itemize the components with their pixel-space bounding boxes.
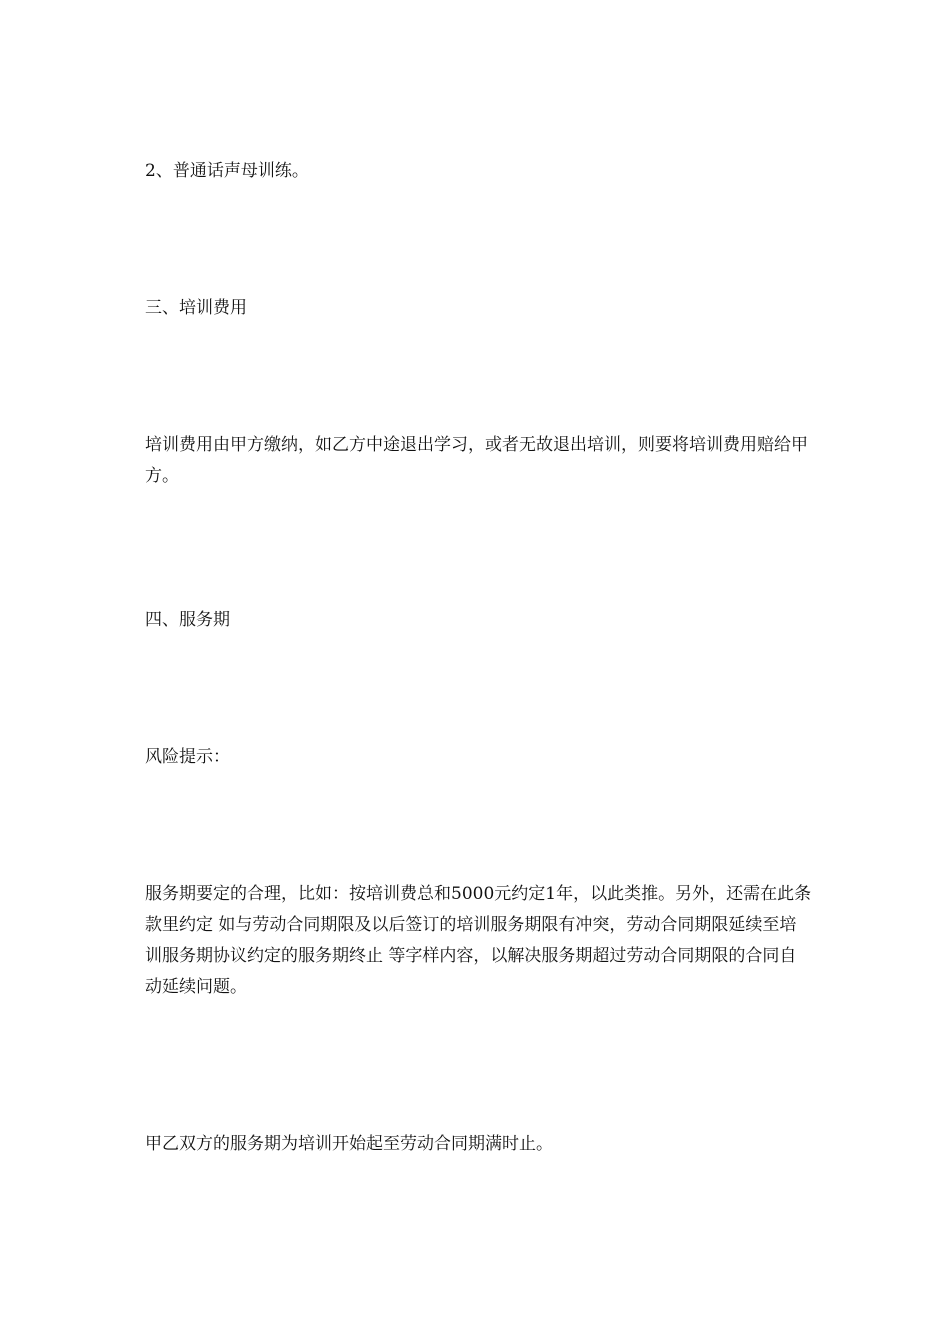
section-heading-service-period: 四、服务期 — [145, 610, 230, 630]
paragraph-training-fees: 培训费用由甲方缴纳，如乙方中途退出学习，或者无故退出培训，则要将培训费用赔给甲方。 — [145, 435, 808, 486]
paragraph-service-period: 甲乙双方的服务期为培训开始起至劳动合同期满时止。 — [145, 1134, 553, 1154]
paragraph-risk-notice: 服务期要定的合理，比如：按培训费总和5000元约定1年，以此类推。另外，还需在此条款里约定 如与劳动合同期限及以后签订的培训服务期限有冲突，劳动合同期限延续至培训服务期协议约定的服务期终止 等字样内容，以解决服务期超过劳动合同期限的合同自动延续问题。 — [145, 884, 812, 997]
risk-notice-label: 风险提示： — [145, 747, 230, 767]
section-heading-training-fees: 三、培训费用 — [145, 298, 247, 318]
paragraph-item-2: 2、普通话声母训练。 — [145, 161, 309, 181]
